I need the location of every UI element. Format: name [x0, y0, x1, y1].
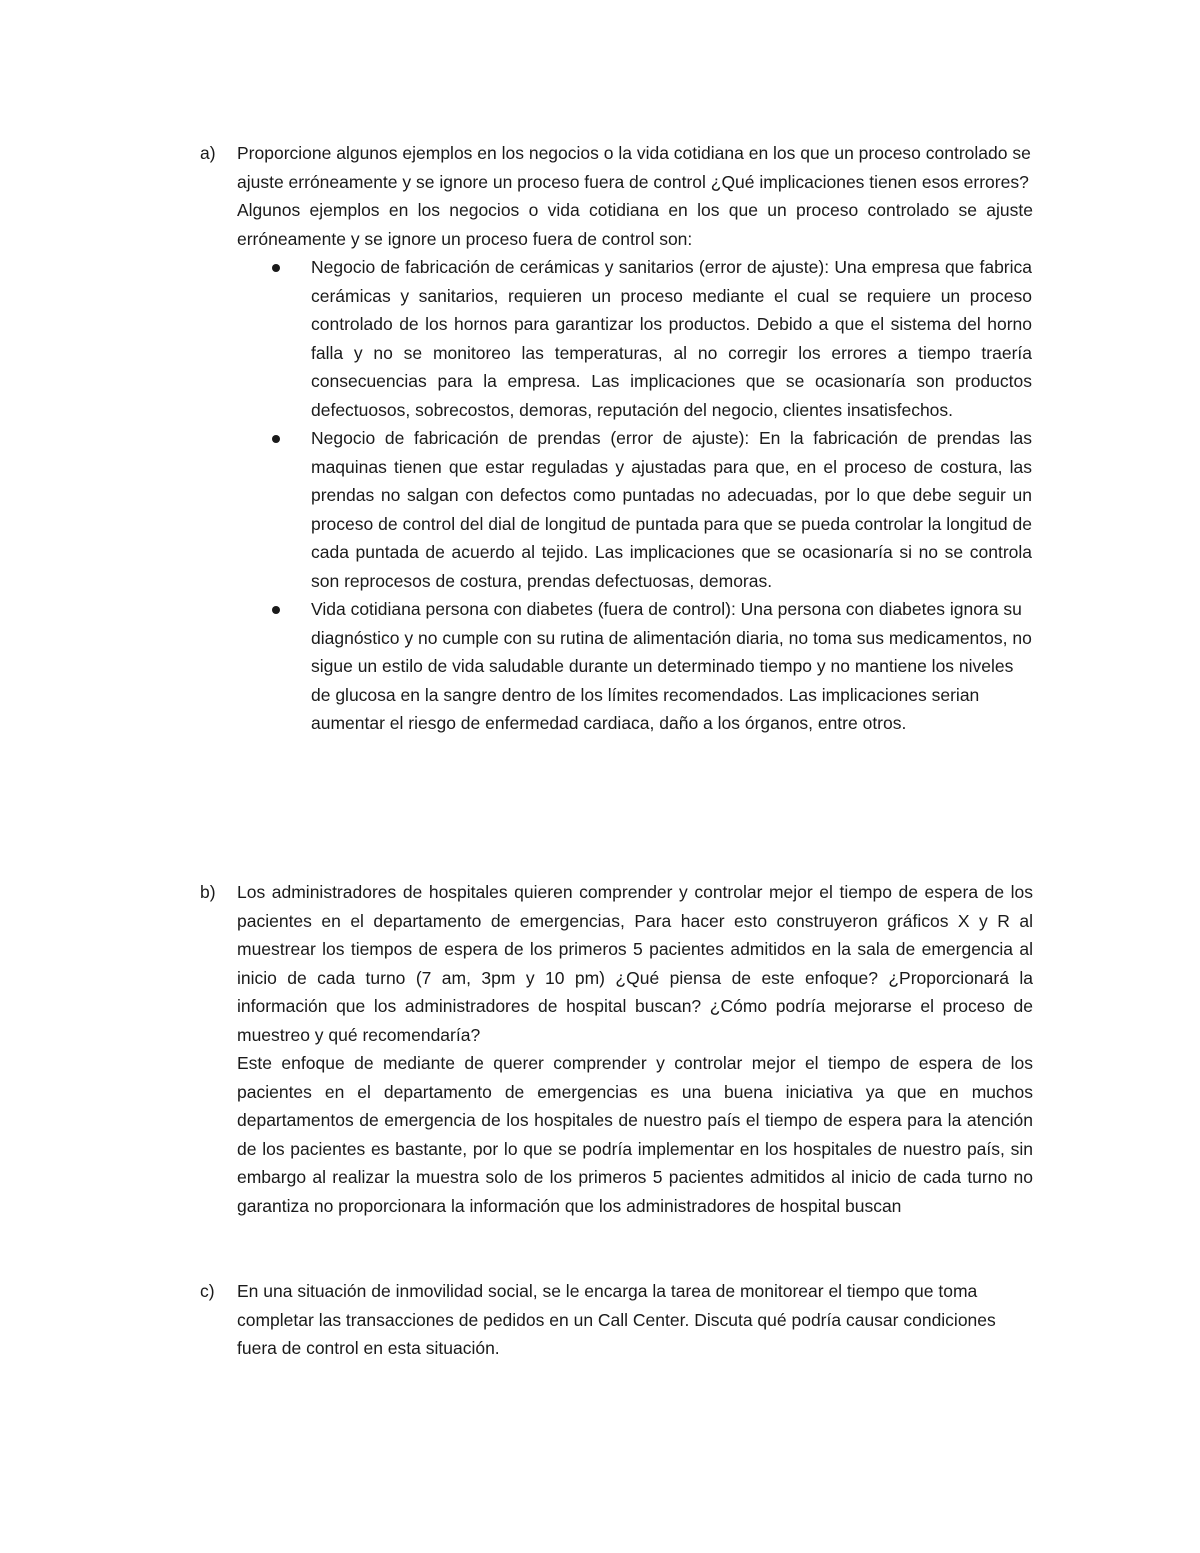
item-marker: c): [200, 1281, 215, 1301]
question-text: En una situación de inmovilidad social, se le encarga la tarea de monitorear el tiempo que toma completar las transacciones de pedidos en un Call Center. Discuta qué podría causar condiciones fuera de control en esta situación.: [237, 1281, 996, 1358]
answer-bullet-list: [237, 253, 1033, 738]
bullet-text: Vida cotidiana persona con diabetes (fuera de control): Una persona con diabetes ignora su diagnóstico y no cumple con su rutina de alimentación diaria, no toma sus medicamentos, no sigue un estilo de vida saludable durante un determinado tiempo y no mantiene los niveles de glucosa en la sangre dentro de los límites recomendados. Las implicaciones serian aumentar el riesgo de enfermedad cardiaca, daño a los órganos, entre otros.: [311, 599, 1032, 733]
question-text: Los administradores de hospitales quieren comprender y controlar mejor el tiempo de espera de los pacientes en el departamento de emergencias, Para hacer esto construyeron gráficos X y R al muestrear los tiempos de espera de los primeros 5 pacientes admitidos en la sala de emergencia al inicio de cada turno (7 am, 3pm y 10 pm) ¿Qué piensa de este enfoque? ¿Proporcionará la información que los administradores de hospital buscan? ¿Cómo podría mejorarse el proceso de muestreo y qué recomendaría?: [237, 882, 1033, 1045]
bullet-item: [311, 595, 1032, 738]
question-item-c: [200, 1277, 1035, 1363]
bullet-icon: [272, 606, 280, 614]
bullet-icon: [272, 435, 280, 443]
question-item-a: [200, 139, 1035, 738]
item-content: [237, 139, 1033, 738]
item-marker: a): [200, 143, 216, 163]
bullet-icon: [272, 264, 280, 272]
item-marker: b): [200, 882, 216, 902]
bullet-text: Negocio de fabricación de prendas (error de ajuste): En la fabricación de prendas las maquinas tienen que estar reguladas y ajustadas para que, en el proceso de costura, las prendas no salgan con defectos como puntadas no adecuadas, por lo que debe seguir un proceso de control del dial de longitud de puntada para que se pueda controlar la longitud de cada puntada de acuerdo al tejido. Las implicaciones que se ocasionaría si no se controla son reprocesos de costura, prendas defectuosas, demoras.: [311, 428, 1032, 591]
bullet-item: [311, 253, 1032, 424]
question-text: Proporcione algunos ejemplos en los negocios o la vida cotidiana en los que un proceso controlado se ajuste erróneamente y se ignore un proceso fuera de control ¿Qué implicaciones tienen esos errores?: [237, 143, 1031, 192]
bullet-text: Negocio de fabricación de cerámicas y sanitarios (error de ajuste): Una empresa que fabrica cerámicas y sanitarios, requieren un proceso mediante el cual se requiere un proceso controlado de los hornos para garantizar los productos. Debido a que el sistema del horno falla y no se monitoreo las temperaturas, al no corregir los errores a tiempo traería consecuencias para la empresa. Las implicaciones que se ocasionaría son productos defectuosos, sobrecostos, demoras, reputación del negocio, clientes insatisfechos.: [311, 257, 1032, 420]
question-item-b: [200, 878, 1035, 1220]
answer-text: Este enfoque de mediante de querer comprender y controlar mejor el tiempo de espera de los pacientes en el departamento de emergencias es una buena iniciativa ya que en muchos departamentos de emergencia de los hospitales de nuestro país el tiempo de espera para la atención de los pacientes es bastante, por lo que se podría implementar en los hospitales de nuestro país, sin embargo al realizar la muestra solo de los primeros 5 pacientes admitidos al inicio de cada turno no garantiza no proporcionara la información que los administradores de hospital buscan: [237, 1053, 1033, 1216]
item-content: [237, 878, 1033, 1220]
bullet-item: [311, 424, 1032, 595]
answer-intro: Algunos ejemplos en los negocios o vida cotidiana en los que un proceso controlado se ajuste erróneamente y se ignore un proceso fuera de control son:: [237, 200, 1033, 249]
item-content: [237, 1277, 1033, 1363]
